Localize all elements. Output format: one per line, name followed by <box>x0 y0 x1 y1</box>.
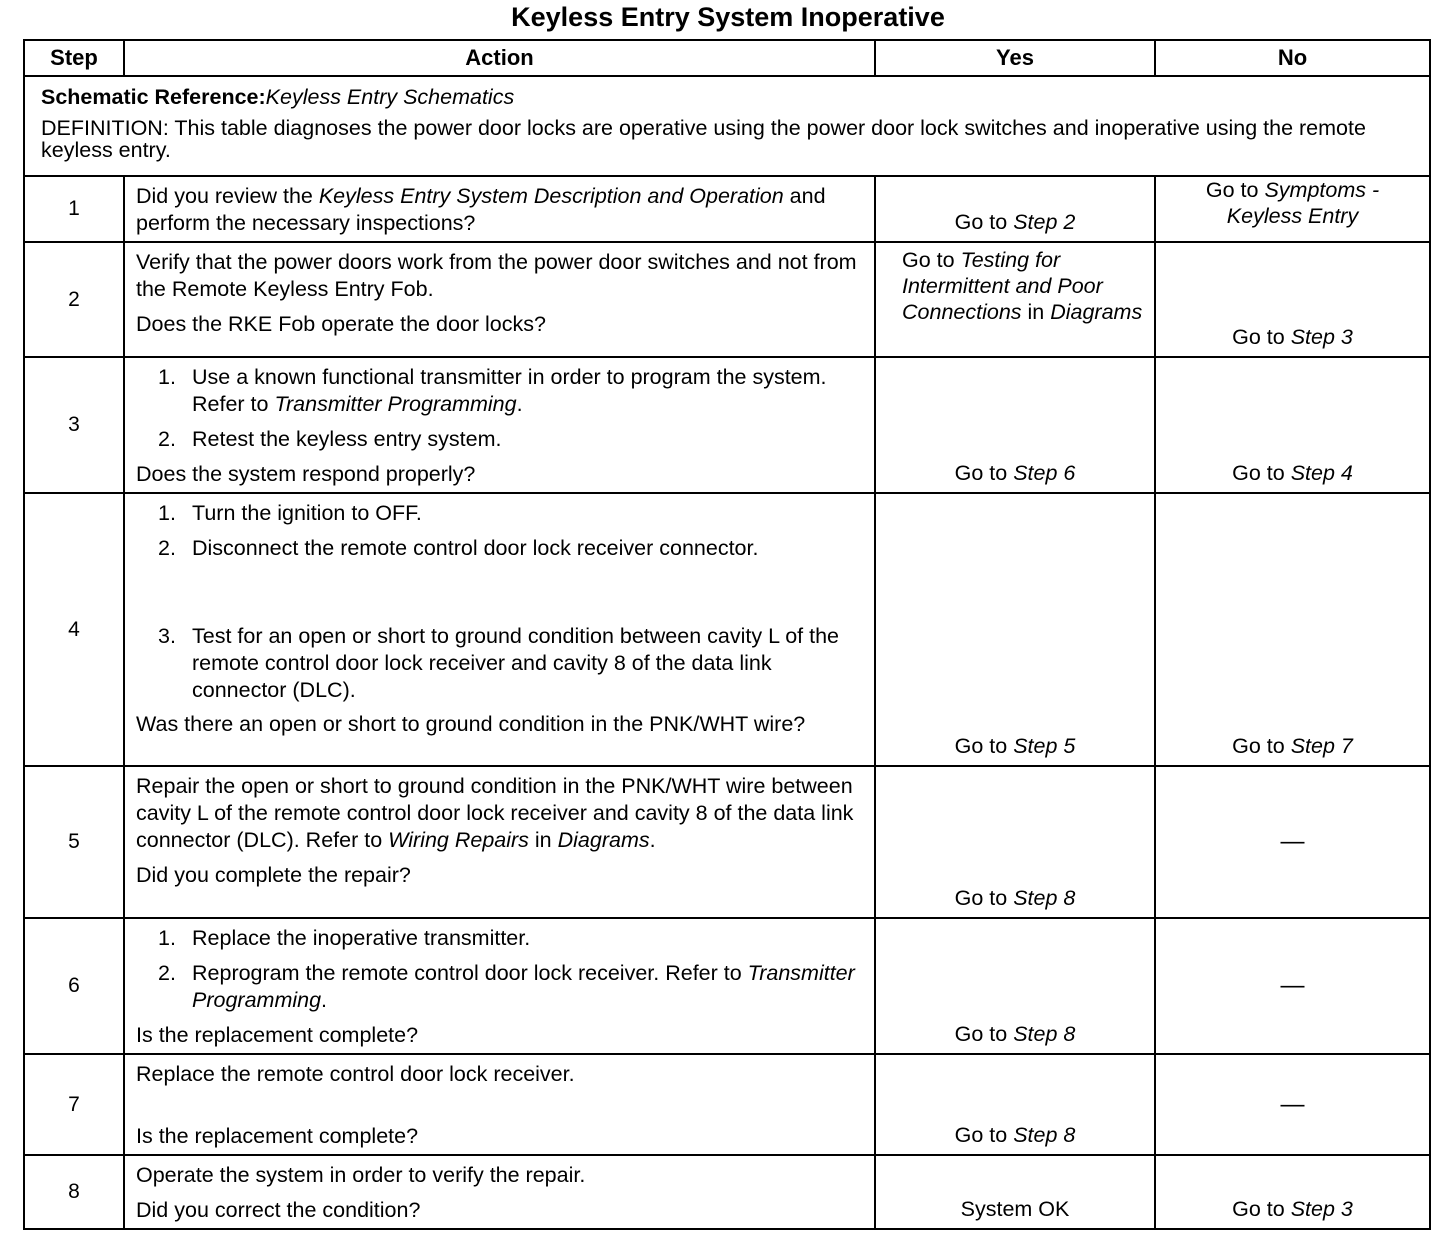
no-cell: — <box>1155 1054 1430 1155</box>
reference-row <box>24 76 1430 176</box>
list-item: 1. Use a known functional transmitter in order to program the system. Refer to Transmitter Programming. <box>158 365 827 416</box>
yes-cell: Go to Step 5 <box>875 493 1155 766</box>
no-cell: — <box>1155 766 1430 918</box>
header-yes: Yes <box>875 40 1155 76</box>
action-cell <box>124 918 875 1054</box>
table-row <box>24 1155 1430 1229</box>
no-cell: — <box>1155 918 1430 1054</box>
table-row <box>24 176 1430 242</box>
yes-cell: Go to Step 6 <box>875 357 1155 493</box>
step-link[interactable]: Step 8 <box>1013 886 1076 910</box>
action-cell: Operate the system in order to verify the repair. Did you correct the condition? <box>124 1155 875 1229</box>
list-item: 1. Turn the ignition to OFF. <box>158 501 422 525</box>
step-number: 8 <box>24 1155 124 1229</box>
yes-cell: System OK <box>875 1155 1155 1229</box>
step-link[interactable]: Step 8 <box>1013 1022 1076 1046</box>
doc-link[interactable]: Diagrams <box>557 828 650 852</box>
step-link[interactable]: Step 2 <box>1013 210 1076 234</box>
no-cell: Go to Symptoms - Keyless Entry <box>1155 176 1430 242</box>
table-row <box>24 493 1430 766</box>
doc-link[interactable]: Transmitter Programming <box>192 961 855 1012</box>
step-number: 2 <box>24 242 124 357</box>
header-no: No <box>1155 40 1430 76</box>
action-cell: Did you review the Keyless Entry System Description and Operation and perform the necessary inspections? <box>124 176 875 242</box>
step-link[interactable]: Step 3 <box>1290 1197 1353 1221</box>
step-link[interactable]: Step 7 <box>1290 734 1353 758</box>
question: Did you correct the condition? <box>136 1198 421 1222</box>
step-number: 7 <box>24 1054 124 1155</box>
question: Is the replacement complete? <box>136 1023 419 1047</box>
action-cell <box>124 493 875 766</box>
question: Did you complete the repair? <box>136 863 411 887</box>
step-link[interactable]: Step 5 <box>1013 734 1076 758</box>
yes-cell: Go to Step 8 <box>875 766 1155 918</box>
table-row <box>24 918 1430 1054</box>
schematic-reference: Schematic Reference:Keyless Entry Schematics <box>41 85 515 109</box>
table-row <box>24 357 1430 493</box>
yes-cell: Go to Step 2 <box>875 176 1155 242</box>
table-row <box>24 766 1430 918</box>
step-number: 3 <box>24 357 124 493</box>
schematic-link[interactable]: Keyless Entry Schematics <box>265 85 515 109</box>
list-item: 2. Disconnect the remote control door lock receiver connector. <box>158 536 759 560</box>
question: Does the system respond properly? <box>136 462 476 486</box>
action-cell: Verify that the power doors work from the power door switches and not from the Remote Keyless Entry Fob. Does the RKE Fob operate the door locks? <box>124 242 875 357</box>
yes-cell: Go to Testing for Intermittent and Poor Connections in Diagrams <box>875 242 1155 357</box>
step-number: 6 <box>24 918 124 1054</box>
page-title: Keyless Entry System Inoperative <box>511 2 945 32</box>
step-link[interactable]: Step 3 <box>1290 325 1353 349</box>
yes-cell: Go to Step 8 <box>875 918 1155 1054</box>
step-number: 1 <box>24 176 124 242</box>
header-action: Action <box>124 40 875 76</box>
list-item: 2. Reprogram the remote control door lock receiver. Refer to Transmitter Programming. <box>158 961 855 1012</box>
no-cell: Go to Step 3 <box>1155 1155 1430 1229</box>
question: Is the replacement complete? <box>136 1124 419 1148</box>
step-link[interactable]: Symptoms - Keyless Entry <box>1226 178 1380 228</box>
question: Does the RKE Fob operate the door locks? <box>136 312 546 336</box>
doc-link[interactable]: Wiring Repairs <box>388 828 529 852</box>
action-cell: Repair the open or short to ground condition in the PNK/WHT wire between cavity L of the remote control door lock receiver and cavity 8 of the data link connector (DLC). Refer to Wiring Repairs in Diagrams. Did you complete the repair? <box>124 766 875 918</box>
header-row <box>24 40 1430 76</box>
list-item: 1. Replace the inoperative transmitter. <box>158 926 531 950</box>
step-number: 5 <box>24 766 124 918</box>
list-item: 3. Test for an open or short to ground condition between cavity L of the remote control door lock receiver and cavity 8 of the data link connector (DLC). <box>158 624 839 702</box>
doc-link[interactable]: Transmitter Programming <box>274 392 517 416</box>
step-number: 4 <box>24 493 124 766</box>
question: Was there an open or short to ground condition in the PNK/WHT wire? <box>136 712 806 736</box>
header-step: Step <box>24 40 124 76</box>
list-item: 2. Retest the keyless entry system. <box>158 427 502 451</box>
diagnostic-table <box>23 39 1431 1230</box>
step-link[interactable]: Step 6 <box>1013 461 1076 485</box>
table-row <box>24 1054 1430 1155</box>
yes-cell: Go to Step 8 <box>875 1054 1155 1155</box>
step-link[interactable]: Step 4 <box>1290 461 1353 485</box>
definition-text: DEFINITION: This table diagnoses the power door locks are operative using the power door lock switches and inoperative using the remote keyless entry. <box>41 116 1366 162</box>
action-cell <box>124 357 875 493</box>
action-cell: Replace the remote control door lock receiver. Is the replacement complete? <box>124 1054 875 1155</box>
doc-link[interactable]: Diagrams <box>1050 300 1143 324</box>
no-cell: Go to Step 3 <box>1155 242 1430 357</box>
doc-link[interactable]: Testing for Intermittent and Poor Connections <box>902 248 1103 324</box>
doc-link[interactable]: Keyless Entry System Description and Operation <box>318 184 784 208</box>
table-row <box>24 242 1430 357</box>
no-cell: Go to Step 7 <box>1155 493 1430 766</box>
step-link[interactable]: Step 8 <box>1013 1123 1076 1147</box>
no-cell: Go to Step 4 <box>1155 357 1430 493</box>
